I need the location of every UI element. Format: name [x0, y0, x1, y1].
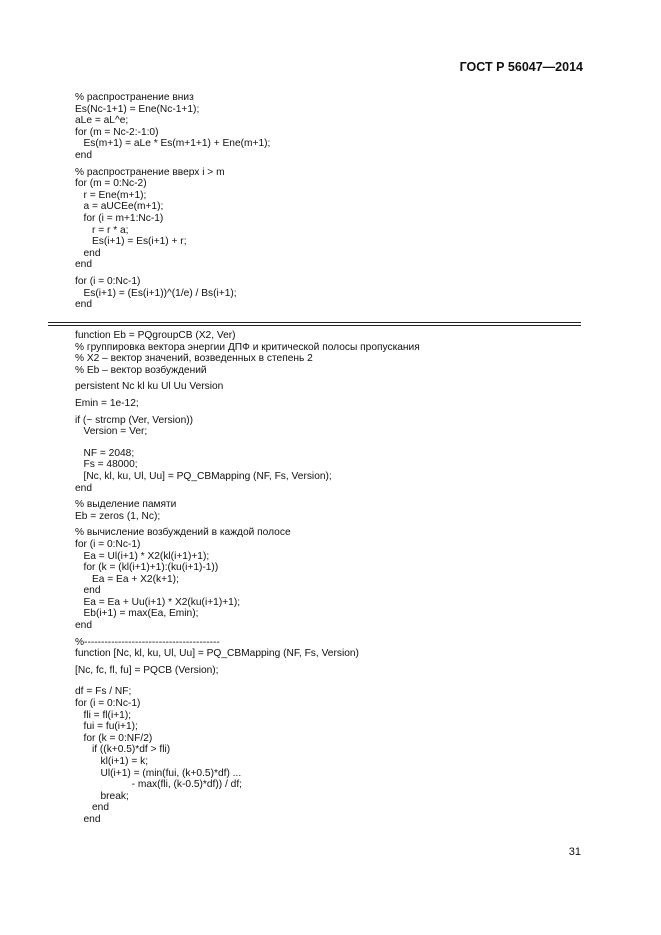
code-line: Es(i+1) = (Es(i+1))^(1/e) / Bs(i+1);	[75, 287, 237, 299]
code-line: r = Ene(m+1);	[75, 189, 147, 201]
code-line: end	[75, 620, 92, 632]
document-header: ГОСТ Р 56047—2014	[459, 60, 583, 74]
code-line: Ea = Ul(i+1) * X2(kl(i+1)+1);	[75, 550, 210, 562]
code-line: if (~ strcmp (Ver, Version))	[75, 414, 194, 426]
double-rule-top-line	[48, 322, 581, 323]
code-line: fli = fl(i+1);	[75, 709, 132, 721]
code-line: function [Nc, kl, ku, Ul, Uu] = PQ_CBMapping (NF, Fs, Version)	[75, 648, 359, 660]
double-rule-bottom-line	[48, 325, 581, 326]
code-line: function Eb = PQgroupCB (X2, Ver)	[75, 330, 236, 341]
code-line: aLe = aL^e;	[75, 115, 129, 127]
code-line: end	[75, 813, 101, 825]
code-line: for (i = m+1:Nc-1)	[75, 212, 164, 224]
code-line: persistent Nc kl ku Ul Uu Version	[75, 381, 224, 393]
code-line: a = aUCEe(m+1);	[75, 201, 164, 213]
code-line: for (k = 0:NF/2)	[75, 732, 153, 744]
code-line: Ea = Ea + X2(k+1);	[75, 573, 179, 585]
code-line: end	[75, 802, 109, 814]
code-line: [Nc, kl, ku, Ul, Uu] = PQ_CBMapping (NF, Fs, Version);	[75, 470, 332, 482]
code-line: NF = 2048;	[75, 447, 135, 459]
code-line: Ul(i+1) = (min(fui, (k+0.5)*df) ...	[75, 767, 242, 779]
code-line: % вычисление возбуждений в каждой полосе	[75, 527, 291, 539]
code-line: for (i = 0:Nc-1)	[75, 275, 141, 287]
code-line: % распространение вверх i > m	[75, 166, 225, 178]
code-line: % группировка вектора энергии ДПФ и критической полосы пропускания	[75, 341, 420, 353]
code-line: fui = fu(i+1);	[75, 721, 138, 733]
page-number: 31	[568, 846, 581, 858]
code-line: Fs = 48000;	[75, 459, 138, 471]
code-line: % Eb – вектор возбуждений	[75, 364, 207, 376]
code-line: Ea = Ea + Uu(i+1) * X2(ku(i+1)+1);	[75, 596, 241, 608]
code-line: for (k = (kl(i+1)+1):(ku(i+1)-1))	[75, 562, 219, 574]
code-line: %----------------------------------------	[75, 636, 220, 648]
code-line: % X2 – вектор значений, возведенных в степень 2	[75, 353, 313, 365]
code-line: Es(m+1) = aLe * Es(m+1+1) + Ene(m+1);	[75, 138, 271, 150]
code-line: r = r * a;	[75, 224, 129, 236]
code-line: break;	[75, 790, 129, 802]
code-line: for (i = 0:Nc-1)	[75, 698, 141, 710]
code-line: Version = Ver;	[75, 426, 148, 438]
code-line: end	[75, 149, 92, 161]
code-listing-top	[75, 92, 595, 311]
code-line: kl(i+1) = k;	[75, 756, 149, 767]
code-line: Es(Nc-1+1) = Ene(Nc-1+1);	[75, 103, 200, 115]
code-line: Eb = zeros (1, Nc);	[75, 510, 161, 522]
code-line: % распространение вниз	[75, 92, 194, 103]
code-line: df = Fs / NF;	[75, 686, 132, 698]
code-listing-bottom	[75, 330, 595, 826]
code-line: end	[75, 482, 92, 494]
code-line: % выделение памяти	[75, 499, 177, 511]
code-line: for (m = 0:Nc-2)	[75, 178, 147, 190]
code-line: [Nc, fc, fl, fu] = PQCB (Version);	[75, 664, 219, 676]
code-line: end	[75, 585, 101, 597]
code-line: for (m = Nc-2:-1:0)	[75, 126, 159, 138]
code-line: - max(fli, (k-0.5)*df)) / df;	[75, 779, 242, 791]
code-line: if ((k+0.5)*df > fli)	[75, 744, 171, 756]
code-line: end	[75, 259, 92, 271]
code-line: end	[75, 247, 101, 259]
code-line: Eb(i+1) = max(Ea, Emin);	[75, 608, 199, 620]
code-line: Es(i+1) = Es(i+1) + r;	[75, 236, 187, 248]
code-line: Emin = 1e-12;	[75, 397, 139, 409]
code-line: for (i = 0:Nc-1)	[75, 538, 141, 550]
code-line: end	[75, 299, 92, 311]
